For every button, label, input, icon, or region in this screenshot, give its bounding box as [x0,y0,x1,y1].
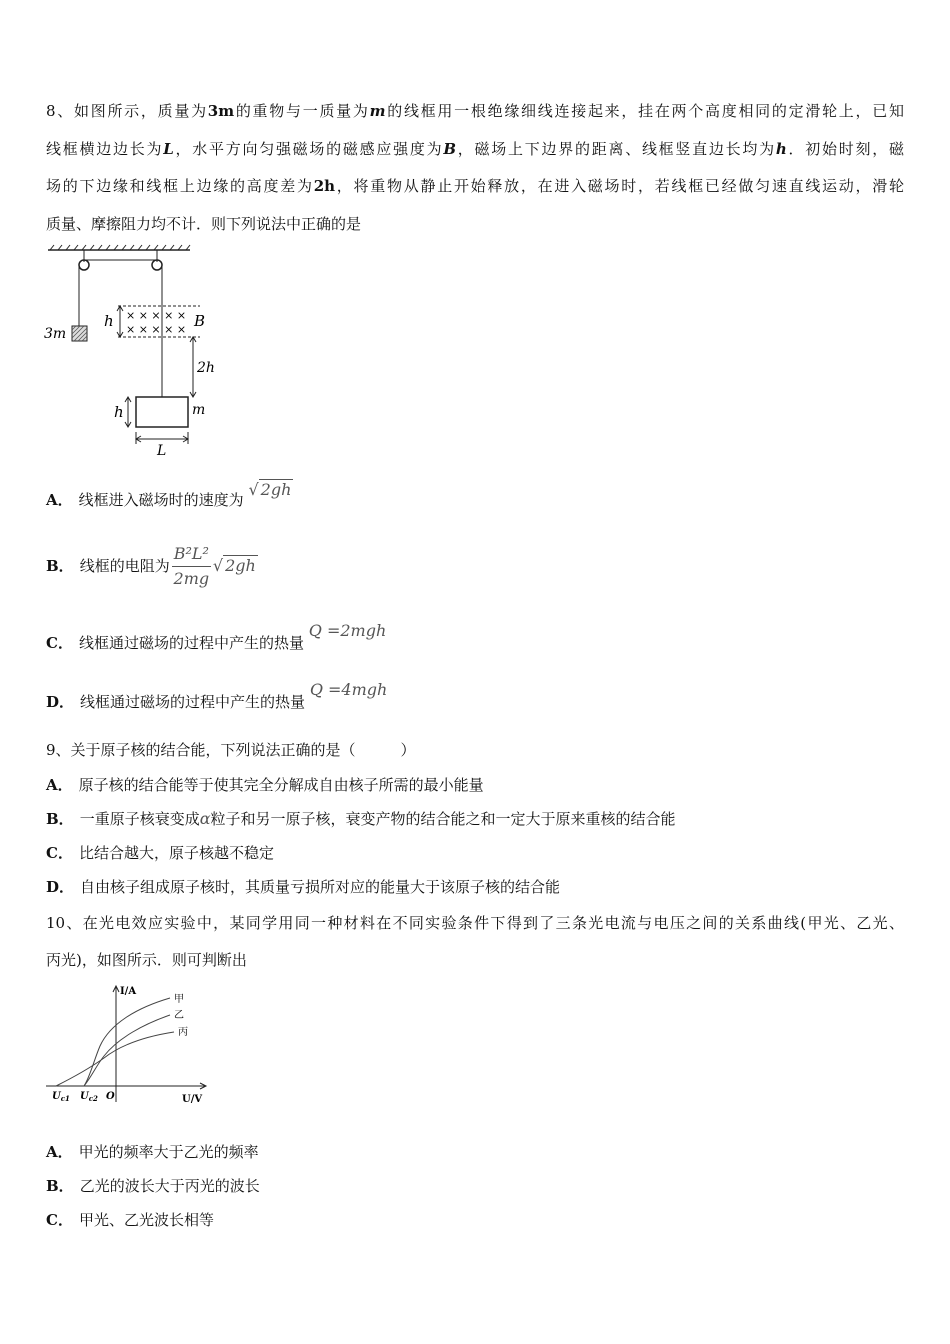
field-h-label: h [104,312,114,330]
q8-option-a: A． 线框进入磁场时的速度为 √ 2gh [46,480,292,509]
x-axis-label: U/V [182,1094,203,1105]
q9-stem: 9、关于原子核的结合能，下列说法正确的是（ ） [46,741,416,759]
curve-bing [56,1032,174,1086]
q10-option-a: A． 甲光的频率大于乙光的频率 [46,1143,259,1161]
frame-m-label: m [192,402,206,418]
y-axis-label: I/A [120,986,137,997]
curve-yi-label: 乙 [174,1010,184,1021]
wire-frame [136,397,188,427]
q8-option-c: C． 线框通过磁场的过程中产生的热量 Q =2mgh [46,621,387,652]
q9-option-b: B． 一重原子核衰变成α粒子和另一原子核，衰变产物的结合能之和一定大于原来重核的结合能 [46,809,676,828]
frame-h-label: h [114,403,124,421]
uc2-label: $U_{c2}$ [80,1091,98,1103]
curve-jia-label: 甲 [174,994,184,1005]
q10-option-c: C． 甲光、乙光波长相等 [46,1211,214,1229]
b-label: B [194,312,206,330]
width-label: L [157,443,167,459]
uc1-label: $U_{c1}$ [52,1091,70,1103]
q9-option-a: A． 原子核的结合能等于使其完全分解成自由核子所需的最小能量 [46,776,484,794]
q9-option-d: D． 自由核子组成原子核时，其质量亏损所对应的能量大于该原子核的结合能 [46,878,561,896]
q8-option-b: B． 线框的电阻为 $\frac{\text{B²L²}}{2mg}$ √ 2gh [46,543,256,588]
field-marks-row-1: × × × × × [126,309,187,322]
gap-label: 2h [197,360,215,376]
resistance-fraction: $\frac{\text{B²L²}}{2mg}$ [173,543,210,588]
q8-stem-line-4: 质量、摩擦阻力均不计．则下列说法中正确的是 [46,215,362,233]
q10-iv-graph [44,982,214,1110]
mass-label: 3m [44,326,67,342]
q8-pulley-figure [40,244,230,462]
q10-stem-line-2: 丙光)，如图所示．则可判断出 [46,951,247,969]
curve-yi [84,1015,170,1086]
field-marks-row-2: × × × × × [126,323,187,336]
q8-option-d: D． 线框通过磁场的过程中产生的热量 Q =4mgh [46,680,388,711]
curve-jia [84,998,170,1086]
curve-bing-label: 丙 [178,1027,188,1038]
q9-option-c: C． 比结合越大，原子核越不稳定 [46,844,274,862]
q10-option-b: B． 乙光的波长大于丙光的波长 [46,1177,260,1195]
q8-stem-line-3: 场的下边缘和线框上边缘的高度差为2h，将重物从静止开始释放，在进入磁场时，若线框已经做匀速直线运动，滑轮 [46,177,904,195]
q8-stem-line-1: 8、如图所示，质量为3m的重物与一质量为m的线框用一根绝缘细线连接起来，挂在两个高度相同的定滑轮上，已知 [46,102,904,120]
origin-label: O [106,1091,115,1102]
q10-stem-line-1: 10、在光电效应实验中，某同学用同一种材料在不同实验条件下得到了三条光电流与电压之间的关系曲线(甲光、乙光、 [46,914,904,932]
q8-stem-line-2: 线框横边边长为L，水平方向匀强磁场的磁感应强度为B，磁场上下边界的距离、线框竖直边长均为h．初始时刻，磁 [46,140,904,158]
